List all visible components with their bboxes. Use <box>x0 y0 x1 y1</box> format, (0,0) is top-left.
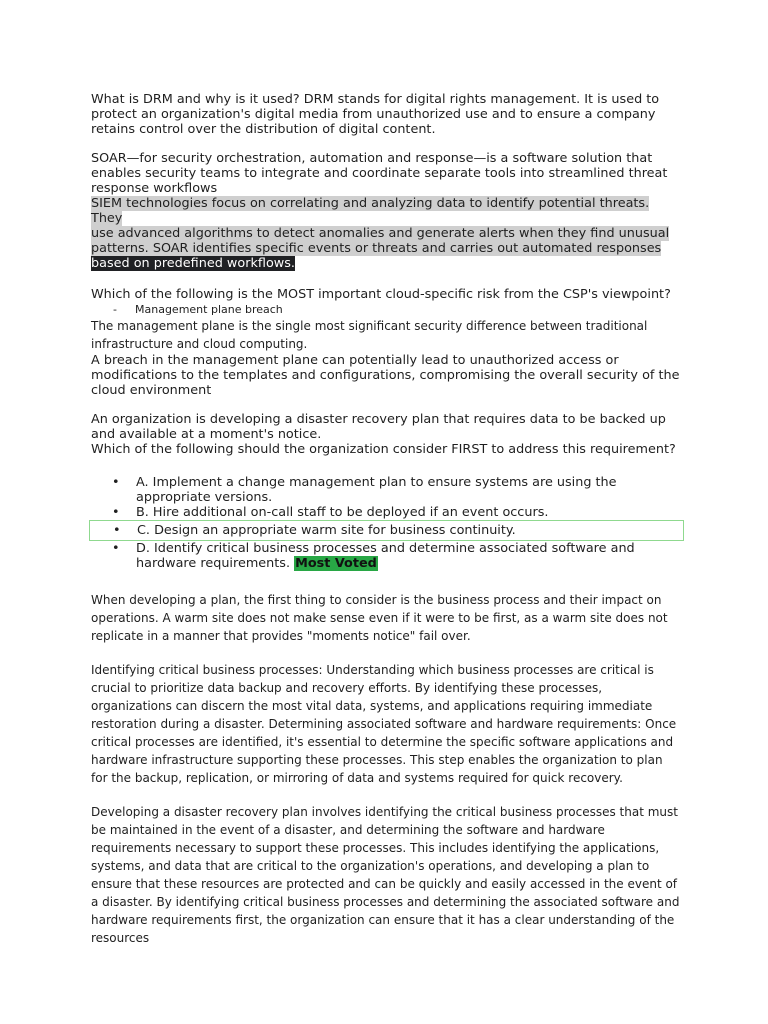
option-c-text: C. Design an appropriate warm site for business continuity. <box>137 523 516 538</box>
siem-line: SIEM technologies focus on correlating and analyzing data to identify potential threats. They <box>91 196 650 226</box>
drm-paragraph: What is DRM and why is it used? DRM stands for digital rights management. It is used to protect an organization's digital media from unauthorized use and to ensure a company retains control over the distribution of digital content. <box>91 92 660 137</box>
siem-highlighted-paragraph <box>91 196 681 271</box>
bullet-dot: • <box>113 523 121 538</box>
q2-scenario: An organization is developing a disaster recovery plan that requires data to be backed up and available at a moment's notice. <box>91 412 666 442</box>
q1-question: Which of the following is the MOST important cloud-specific risk from the CSP's viewpoint? <box>91 287 671 302</box>
option-d[interactable] <box>91 541 681 571</box>
siem-line: patterns. SOAR identifies specific events or threats and carries out automated responses <box>91 241 662 256</box>
option-b-text: B. Hire additional on-call staff to be deployed if an event occurs. <box>136 505 549 520</box>
plan-paragraph: When developing a plan, the first thing to consider is the business process and their impact on operations. A warm site does not make sense even if it were to be first, as a warm site does not replicate in a manner that provides "moments notice" fail over. <box>91 593 668 643</box>
q1-explanation-1: The management plane is the single most significant security difference between traditional infrastructure and cloud computing. <box>91 319 648 351</box>
developing-paragraph: Developing a disaster recovery plan involves identifying the critical business processes that must be maintained in the event of a disaster, and determining the software and hardware requirements necessary to support these processes. This includes identifying the applications, systems, and data that are critical to the organization's operations, and developing a plan to ensure that these resources are protected and can be quickly and easily accessed in the event of a disaster. By identifying critical business processes and determining the associated software and hardware requirements first, the organization can ensure that it has a clear understanding of the resources <box>91 805 680 945</box>
q1-explanation-2: A breach in the management plane can potentially lead to unauthorized access or modifications to the templates and configurations, compromising the overall security of the cloud environment <box>91 353 680 398</box>
siem-line: based on predefined workflows. <box>91 256 295 271</box>
bullet-dot: • <box>112 541 120 556</box>
option-c[interactable] <box>89 520 684 541</box>
option-a[interactable] <box>91 475 681 505</box>
q1-answer: Management plane breach <box>135 303 283 316</box>
dash-bullet: - <box>113 303 117 316</box>
option-b[interactable] <box>91 505 681 520</box>
most-voted-badge: Most Voted <box>295 556 377 571</box>
bullet-dot: • <box>112 475 120 490</box>
q2-options-list <box>91 475 681 571</box>
siem-line: use advanced algorithms to detect anomalies and generate alerts when they find unusual <box>91 226 670 241</box>
document-page <box>91 92 681 947</box>
option-a-text: A. Implement a change management plan to ensure systems are using the appropriate versions. <box>136 475 617 505</box>
q2-question: Which of the following should the organization consider FIRST to address this requirement? <box>91 442 676 457</box>
identify-paragraph: Identifying critical business processes: Understanding which business processes are critical is crucial to prioritize data backup and recovery efforts. By identifying these processes, organizations can discern the most vital data, systems, and applications requiring immediate restoration during a disaster. Determining associated software and hardware requirements: Once critical processes are identified, it's essential to determine the specific software applications and hardware infrastructure supporting these processes. This step enables the organization to plan for the backup, replication, or mirroring of data and systems required for quick recovery. <box>91 663 677 785</box>
bullet-dot: • <box>112 505 120 520</box>
soar-paragraph: SOAR—for security orchestration, automation and response—is a software solution that enables security teams to integrate and coordinate separate tools into streamlined threat response workflows <box>91 151 668 196</box>
q1-answer-item <box>91 302 681 317</box>
option-d-text: D. Identify critical business processes and determine associated software and hardware requirements. <box>136 541 635 571</box>
